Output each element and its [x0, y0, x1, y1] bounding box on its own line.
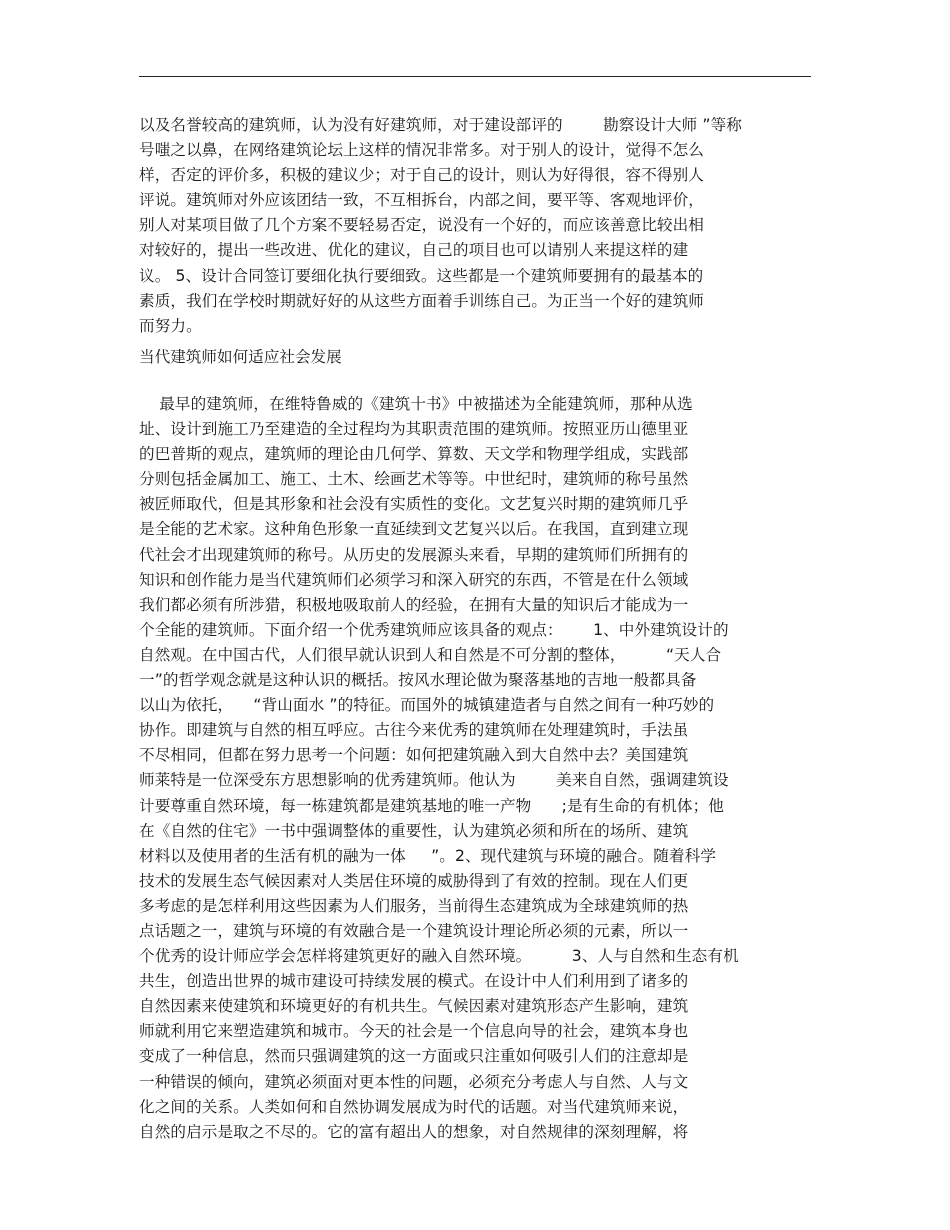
text-line: 知识和创作能力是当代建筑师们必须学习和深入研究的东西，不管是在什么领域 [139, 570, 689, 589]
header-rule [139, 76, 811, 77]
text-line: 不尽相同，但都在努力思考一个问题：如何把建筑融入到大自然中去？美国建筑 [139, 746, 689, 765]
text-line: 个全能的建筑师。下面介绍一个优秀建筑师应该具备的观点： 1、中外建筑设计的 [139, 620, 729, 639]
text-line: 议。 5、设计合同签订要细化执行要细致。这些都是一个建筑师要拥有的最基本的 [139, 266, 704, 285]
text-line: 一种错误的倾向，建筑必须面对更本性的问题，必须充分考虑人与自然、人与文 [139, 1072, 689, 1091]
text-line: 自然因素来使建筑和环境更好的有机共生。气候因素对建筑形态产生影响，建筑 [139, 997, 689, 1016]
text-line: 自然的启示是取之不尽的。它的富有超出人的想象，对自然规律的深刻理解，将 [139, 1122, 689, 1141]
text-line: 点话题之一，建筑与环境的有效融合是一个建筑设计理论所必须的元素，所以一 [139, 921, 689, 940]
text-line: 代社会才出现建筑师的称号。从历史的发展源头来看，早期的建筑师们所拥有的 [139, 545, 689, 564]
paragraph-continued [139, 113, 839, 339]
text-line: 以山为依托， “背山面水 ”的特征。而国外的城镇建造者与自然之间有一种巧妙的 [139, 696, 715, 715]
text-line: 对较好的，提出一些改进、优化的建议，自己的项目也可以请别人来提这样的建 [139, 241, 689, 260]
text-line: 变成了一种信息，然而只强调建筑的这一方面或只注重如何吸引人们的注意却是 [139, 1047, 689, 1066]
text-line: 被匠师取代，但是其形象和社会没有实质性的变化。文艺复兴时期的建筑师几乎 [139, 495, 689, 514]
section-heading: 当代建筑师如何适应社会发展 [139, 348, 342, 366]
text-line: 材料以及使用者的生活有机的融为一体 ”。2、现代建筑与环境的融合。随着科学 [139, 846, 717, 865]
text-line: 技术的发展生态气候因素对人类居住环境的威胁得到了有效的控制。现在人们更 [139, 871, 689, 890]
text-line: 而努力。 [139, 316, 202, 335]
text-line: 自然观。在中国古代，人们很早就认识到人和自然是不可分割的整体， “天人合 [139, 645, 722, 664]
text-line: 号嗤之以鼻，在网络建筑论坛上这样的情况非常多。对于别人的设计，觉得不怎么 [139, 141, 704, 160]
text-line: 址、设计到施工乃至建造的全过程均为其职责范围的建筑师。按照亚历山德里亚 [139, 420, 689, 439]
text-line: 协作。即建筑与自然的相互呼应。古往今来优秀的建筑师在处理建筑时，手法虽 [139, 721, 689, 740]
text-line: 的巴普斯的观点，建筑师的理论由几何学、算数、天文学和物理学组成，实践部 [139, 445, 689, 464]
text-line: 样，否定的评价多，积极的建议少；对于自己的设计，则认为好得很，容不得别人 [139, 166, 704, 185]
text-line: 共生，创造出世界的城市建设可持续发展的模式。在设计中人们利用到了诸多的 [139, 972, 689, 991]
text-line: 分则包括金属加工、施工、土木、绘画艺术等等。中世纪时，建筑师的称号虽然 [139, 470, 689, 489]
text-line: 计要尊重自然环境，每一栋建筑都是建筑基地的唯一产物 ;是有生命的有机体；他 [139, 796, 724, 815]
text-line: 我们都必须有所涉猎，积极地吸取前人的经验，在拥有大量的知识后才能成为一 [139, 595, 689, 614]
text-line: 师就利用它来塑造建筑和城市。今天的社会是一个信息向导的社会，建筑本身也 [139, 1022, 689, 1041]
text-line: 师莱特是一位深受东方思想影响的优秀建筑师。他认为 美来自自然，强调建筑设 [139, 771, 729, 790]
text-line: 多考虑的是怎样利用这些因素为人们服务，当前得生态建筑成为全球建筑师的热 [139, 896, 689, 915]
text-line: 最早的建筑师，在维特鲁威的《建筑十书》中被描述为全能建筑师，那种从选 [139, 395, 693, 413]
text-line: 一”的哲学观念就是这种认识的概括。按风水理论做为聚落基地的吉地一般都具备 [139, 671, 697, 690]
text-line: 是全能的艺术家。这种角色形象一直延续到文艺复兴以后。在我国，直到建立现 [139, 520, 689, 539]
text-line: 以及名誉较高的建筑师，认为没有好建筑师，对于建设部评的 勘察设计大师 ”等称 [139, 116, 742, 134]
text-line: 在《自然的住宅》一书中强调整体的重要性，认为建筑必须和所在的场所、建筑 [139, 821, 689, 840]
text-line: 个优秀的设计师应学会怎样将建筑更好的融入自然环境。 3、人与自然和生态有机 [139, 947, 739, 966]
text-line: 评说。建筑师对外应该团结一致，不互相拆台，内部之间，要平等、客观地评价， [139, 191, 704, 210]
text-line: 素质，我们在学校时期就好好的从这些方面着手训练自己。为正当一个好的建筑师 [139, 291, 704, 310]
paragraph-body [139, 392, 839, 1145]
text-line: 化之间的关系。人类如何和自然协调发展成为时代的话题。对当代建筑师来说， [139, 1097, 689, 1116]
text-line: 别人对某项目做了几个方案不要轻易否定，说没有一个好的，而应该善意比较出相 [139, 216, 704, 235]
